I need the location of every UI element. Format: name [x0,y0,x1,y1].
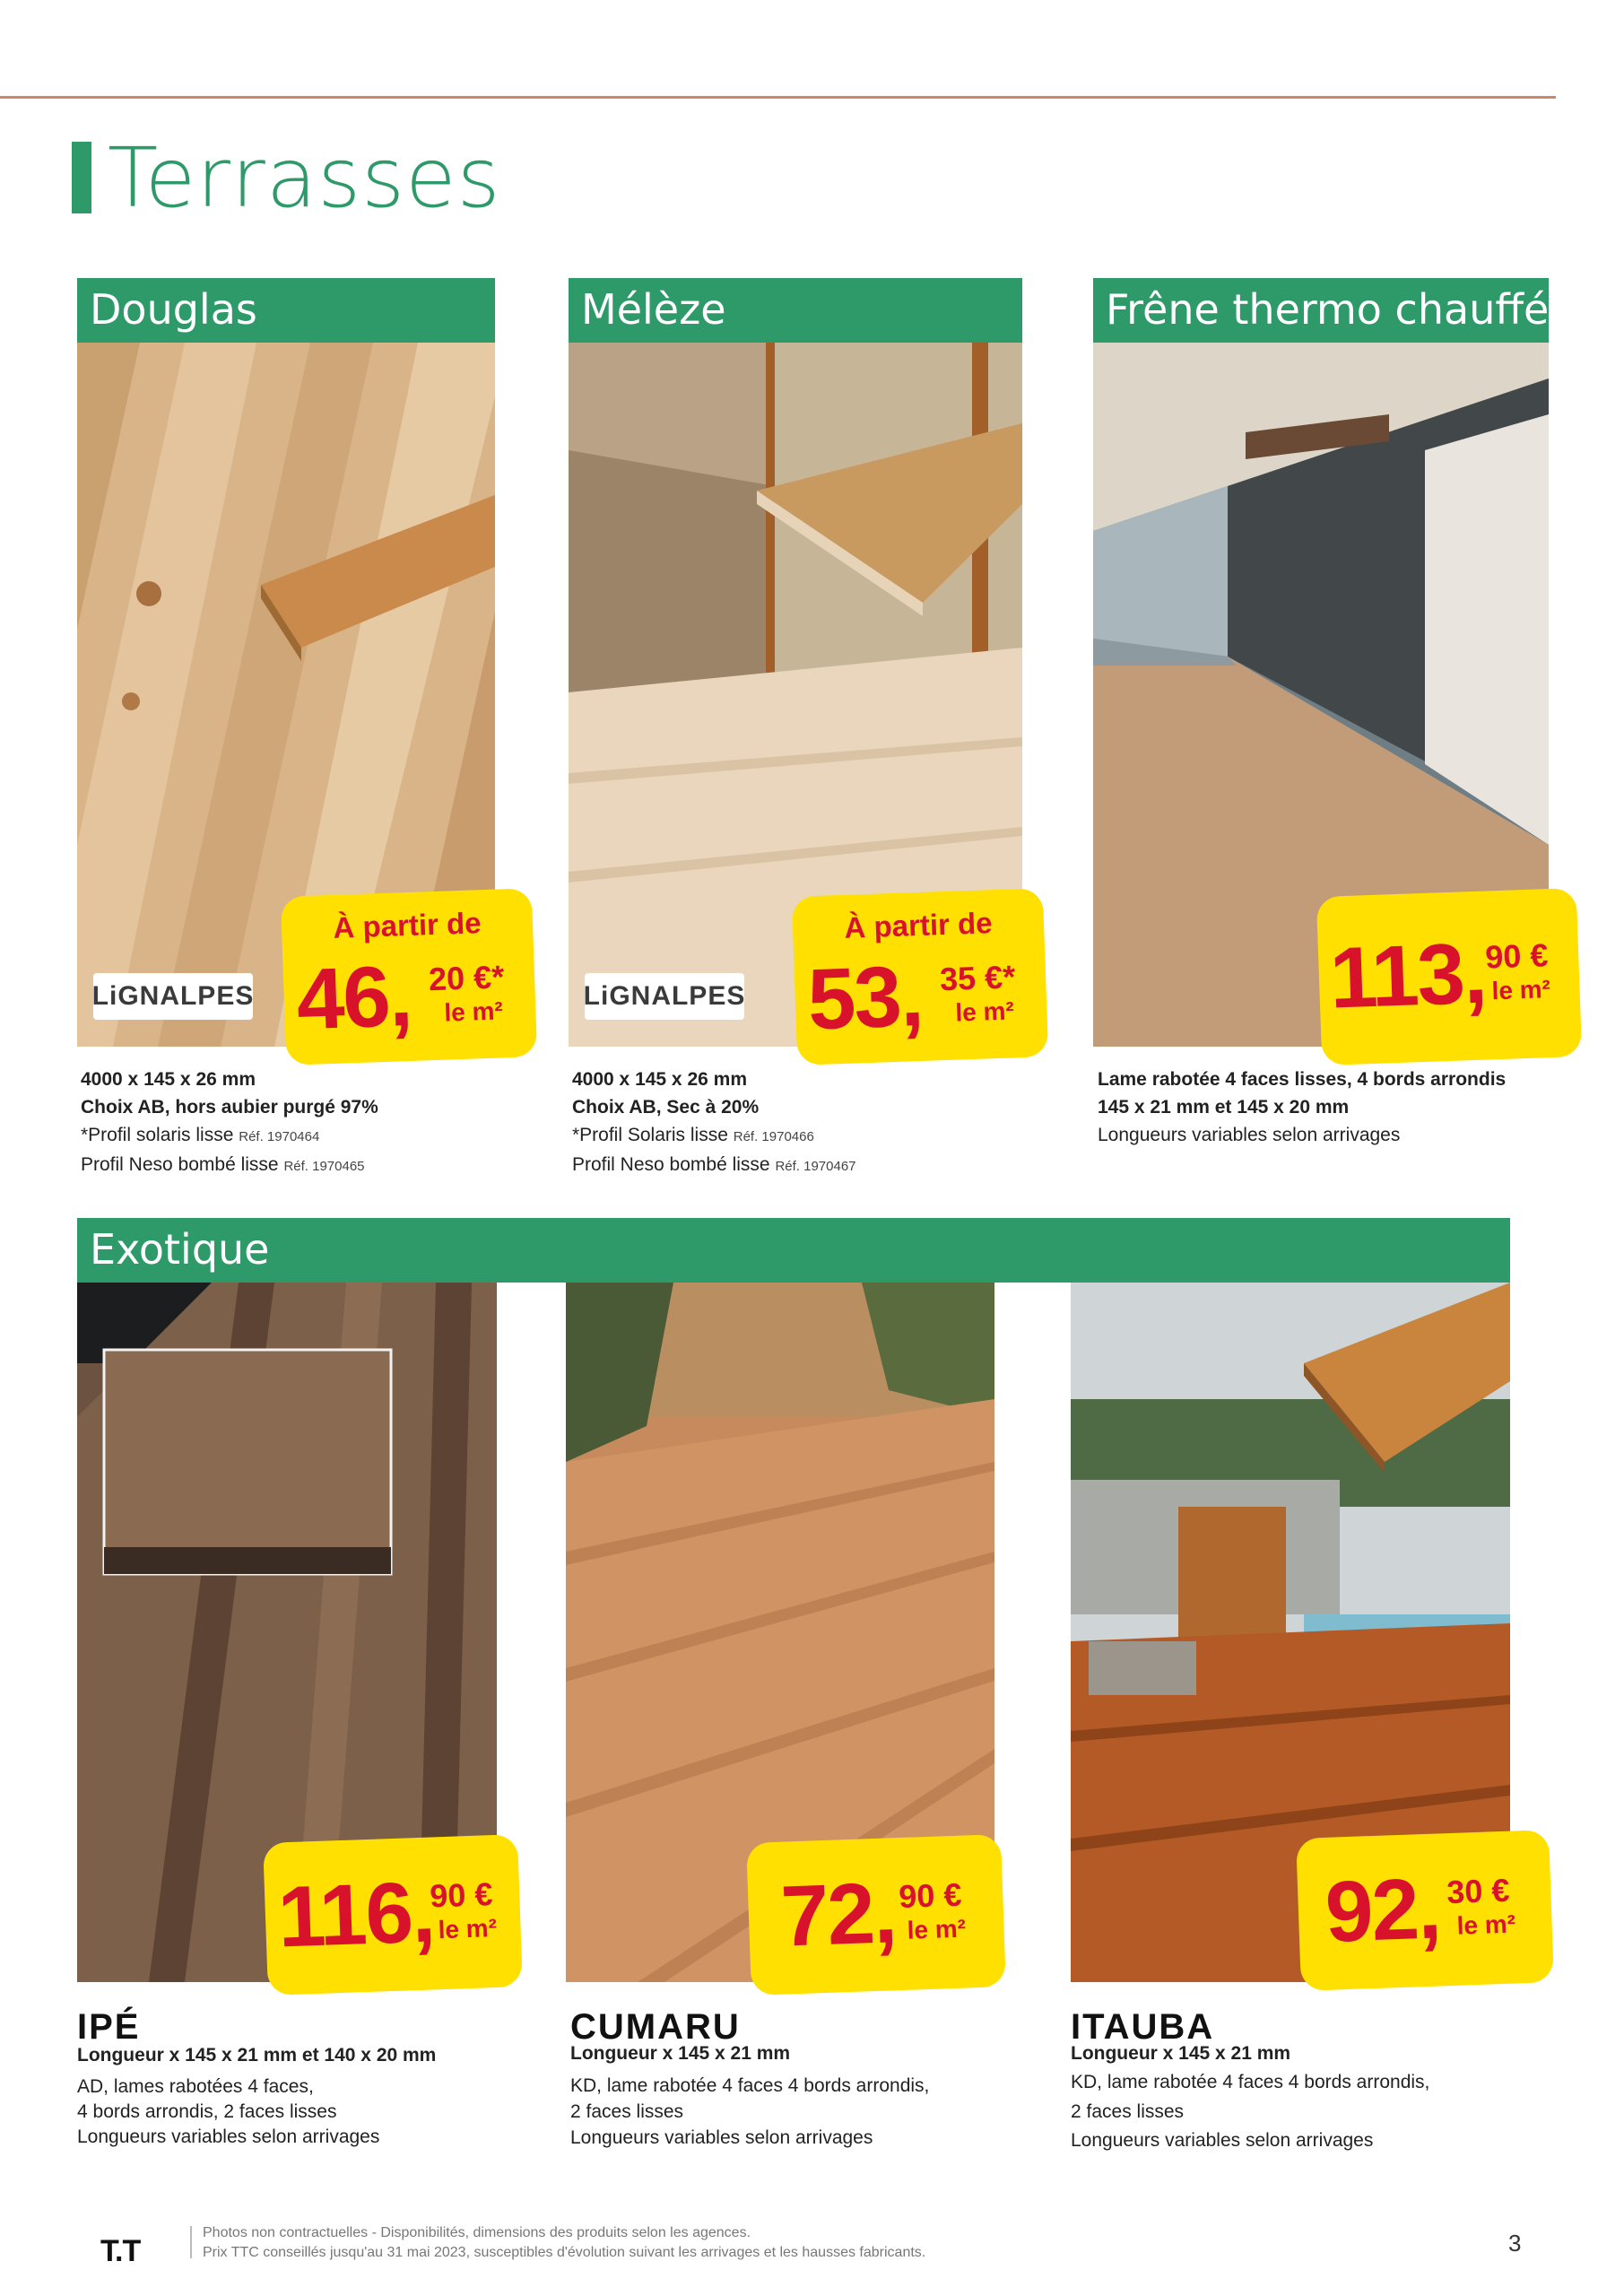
desc-profile-1: *Profil Solaris lisse Réf. 1970466 [572,1125,814,1145]
price-tag-douglas [281,888,537,1065]
price-unit: le m² [1491,975,1551,1005]
title-accent-bar [72,142,91,213]
price-tag-cumaru [746,1834,1006,1996]
card-frene [1093,278,1577,1049]
card-header-douglas: Douglas [77,278,495,343]
product-name-itauba: ITAUBA [1071,2007,1215,2047]
footer-disclaimer [203,2223,925,2263]
card-ipe [77,1283,525,1996]
desc-profile-2: Profil Neso bombé lisse Réf. 1970467 [572,1154,856,1175]
desc-profile-1: *Profil solaris lisse Réf. 1970464 [81,1125,320,1145]
desc-douglas [81,1065,538,1180]
price-integer: 53, [805,947,925,1048]
desc-lengths: Longueurs variables selon arrivages [570,2127,873,2148]
ref-1: Réf. 1970464 [239,1129,320,1144]
price-tag-meleze [792,888,1048,1065]
price-unit: le m² [443,996,504,1027]
footer-line-1: Photos non contractuelles - Disponibilités, dimensions des produits selon les agences. [203,2225,751,2240]
price-unit: le m² [954,996,1015,1027]
price-tag-ipe [263,1834,523,1996]
lignalpes-logo [93,973,253,1020]
desc-profile-2: Profil Neso bombé lisse Réf. 1970465 [81,1154,365,1175]
price-decimal: 90 € [1484,936,1550,976]
price-intro: À partir de [332,906,482,944]
footer-divider [190,2226,192,2258]
desc-ipe [77,2041,543,2150]
logo-text: LiGNALPES [91,981,255,1011]
price-tag-itauba [1296,1830,1554,1991]
desc-finish-1: KD, lame rabotée 4 faces 4 bords arrondis, [570,2075,930,2096]
desc-meleze [572,1065,1029,1180]
product-name-ipe: IPÉ [77,2007,141,2047]
top-rule [0,96,1556,99]
price-decimal: 30 € [1446,1871,1511,1911]
product-name-cumaru: CUMARU [570,2007,741,2047]
price-integer: 92, [1324,1860,1442,1961]
desc-dimensions: 4000 x 145 x 26 mm [572,1069,747,1090]
ref-1: Réf. 1970466 [733,1129,814,1144]
lignalpes-logo [585,973,744,1020]
desc-dimensions: Longueur x 145 x 21 mm et 140 x 20 mm [77,2045,437,2066]
price-intro: À partir de [843,906,994,944]
card-meleze [569,278,1053,1049]
price-decimal: 35 €* [939,958,1016,998]
footer-line-2: Prix TTC conseillés jusqu'au 31 mai 2023, susceptibles d'évolution suivant les arrivages et les hausses fabricants. [203,2245,926,2260]
price-decimal: 20 €* [428,958,505,998]
card-itauba [1071,1283,1537,1996]
price-decimal: 90 € [898,1875,963,1916]
desc-itauba [1071,2039,1537,2155]
price-integer: 46, [294,947,413,1048]
price-tag-frene [1316,888,1582,1065]
desc-lengths: Longueurs variables selon arrivages [77,2126,380,2147]
logo-text: LiGNALPES [583,981,746,1011]
desc-finish-2: 2 faces lisses [1071,2101,1185,2122]
price-integer: 72, [779,1865,898,1965]
price-unit: le m² [438,1913,498,1944]
tt-logo: T.T [100,2234,141,2268]
card-cumaru [566,1283,1014,1996]
price-decimal: 90 € [429,1875,494,1915]
card-header-frene: Frêne thermo chauffé [1093,278,1549,343]
desc-finish-1: AD, lames rabotées 4 faces, [77,2076,314,2097]
desc-lengths: Longueurs variables selon arrivages [1071,2130,1374,2151]
desc-dimensions: 4000 x 145 x 26 mm [81,1069,256,1090]
desc-finish-1: KD, lame rabotée 4 faces 4 bords arrondis, [1071,2072,1430,2092]
desc-dimensions: Longueur x 145 x 21 mm [1071,2043,1291,2064]
desc-dimensions: Longueur x 145 x 21 mm [570,2043,791,2064]
desc-grade: Choix AB, hors aubier purgé 97% [81,1097,378,1118]
ref-2: Réf. 1970467 [775,1159,856,1174]
desc-finish: Lame rabotée 4 faces lisses, 4 bords arrondis [1098,1069,1507,1090]
page-number: 3 [1508,2230,1522,2257]
desc-cumaru [570,2039,1037,2151]
desc-lengths: Longueurs variables selon arrivages [1098,1125,1401,1145]
ref-2: Réf. 1970465 [283,1159,365,1174]
section-header-exotique: Exotique [77,1218,1510,1283]
price-unit: le m² [907,1914,967,1944]
page-title-block [72,129,501,226]
price-integer: 113, [1328,925,1488,1027]
price-unit: le m² [1456,1909,1516,1940]
desc-frene [1098,1065,1564,1149]
desc-finish-2: 2 faces lisses [570,2101,684,2122]
card-douglas [77,278,534,1049]
page-title: Terrasses [108,129,501,226]
desc-dimensions: 145 x 21 mm et 145 x 20 mm [1098,1097,1350,1118]
desc-finish-2: 4 bords arrondis, 2 faces lisses [77,2101,337,2122]
price-integer: 116, [276,1864,436,1966]
card-header-meleze: Mélèze [569,278,1022,343]
desc-grade: Choix AB, Sec à 20% [572,1097,760,1118]
